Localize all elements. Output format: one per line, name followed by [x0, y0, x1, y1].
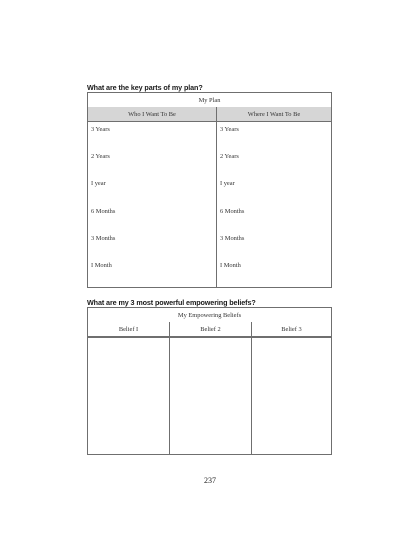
plan-table: [87, 92, 332, 288]
plan-row-label: 2 Years: [220, 153, 239, 160]
plan-row-label: I year: [220, 180, 235, 187]
plan-row-label: 3 Months: [220, 235, 245, 242]
plan-table-header: [88, 107, 331, 122]
beliefs-heading: What are my 3 most powerful empowering beliefs?: [87, 298, 256, 307]
plan-row-label: 3 Years: [91, 126, 110, 133]
belief-col-3: Belief 3: [281, 325, 302, 333]
beliefs-table-title: My Empowering Beliefs: [88, 308, 331, 323]
page-number: 237: [204, 476, 216, 485]
plan-row-label: 3 Months: [91, 235, 116, 242]
plan-row-label: 2 Years: [91, 153, 110, 160]
beliefs-column-divider: [169, 322, 170, 454]
plan-column-divider: [216, 107, 217, 287]
belief-col-1: Belief I: [118, 325, 139, 333]
plan-row-label: I Month: [91, 262, 112, 269]
plan-row-label: 6 Months: [220, 208, 245, 215]
plan-row-label: 6 Months: [91, 208, 116, 215]
plan-col-where: Where I Want To Be: [247, 110, 301, 118]
beliefs-table: [87, 307, 332, 455]
plan-col-who: Who I Want To Be: [128, 110, 176, 118]
plan-heading: What are the key parts of my plan?: [87, 83, 203, 92]
plan-row-label: I Month: [220, 262, 241, 269]
plan-row-label: 3 Years: [220, 126, 239, 133]
plan-table-title: My Plan: [88, 93, 331, 108]
plan-row-label: I year: [91, 180, 106, 187]
beliefs-table-header: [88, 322, 331, 338]
beliefs-column-divider: [251, 322, 252, 454]
belief-col-2: Belief 2: [200, 325, 221, 333]
